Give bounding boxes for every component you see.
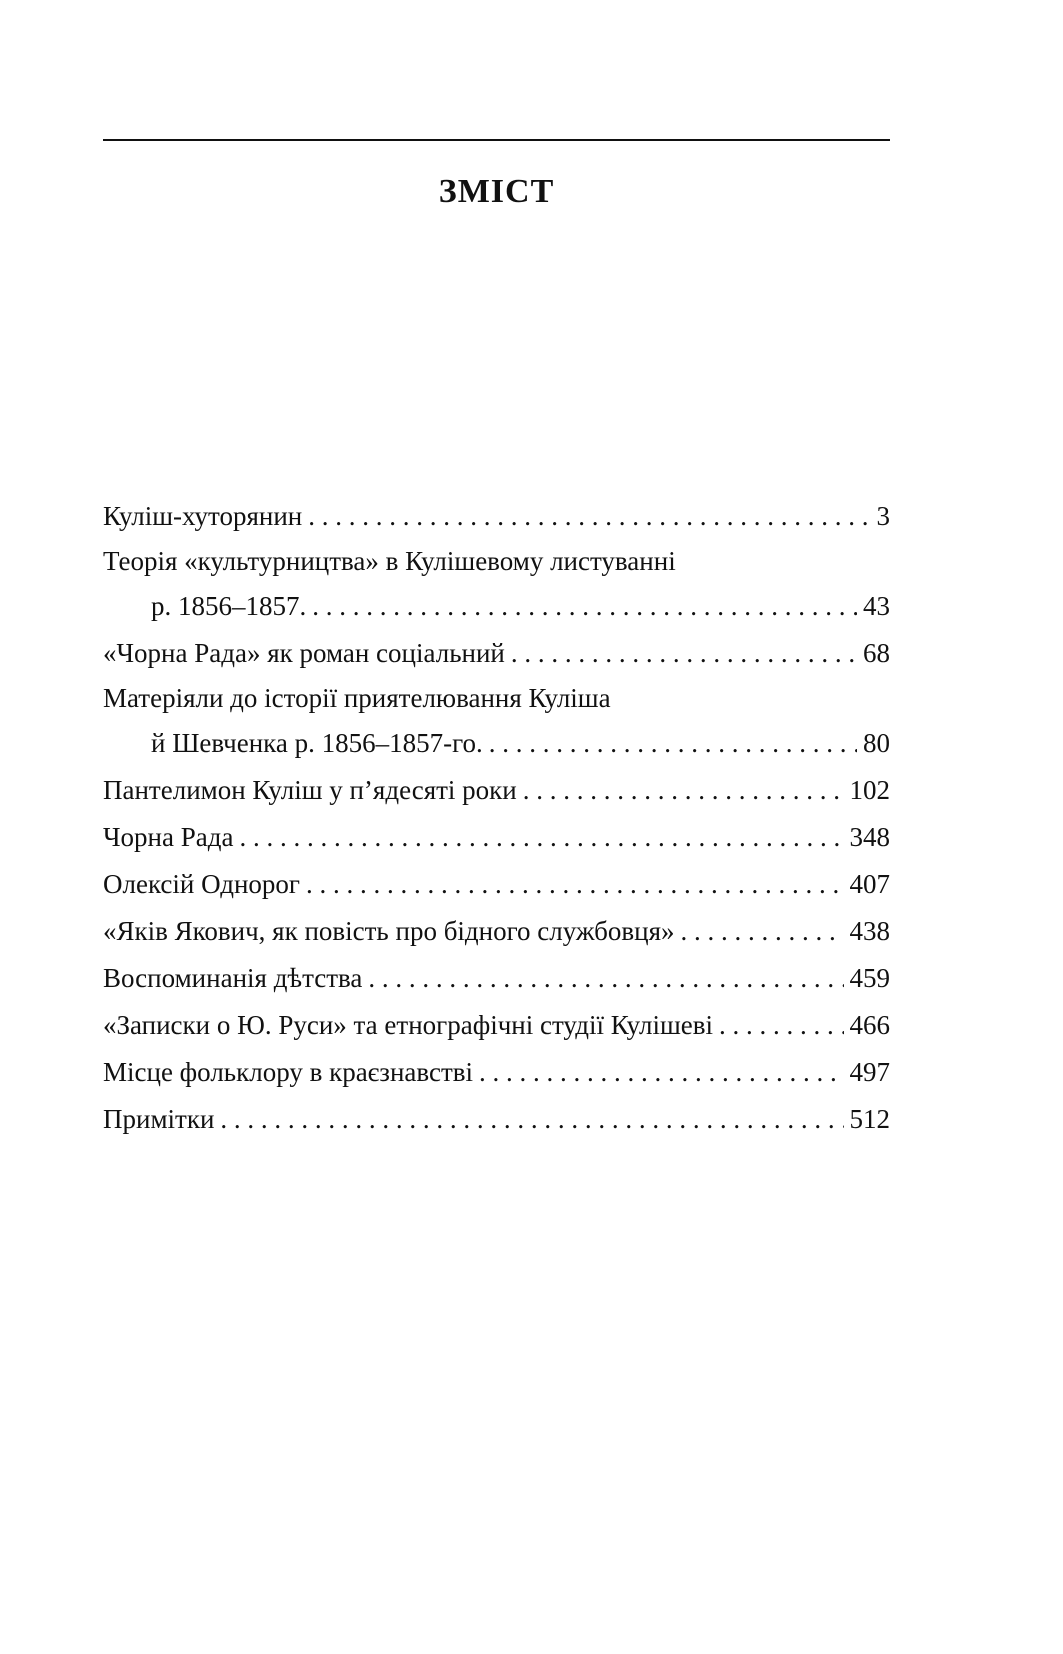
dot-leader — [308, 493, 870, 540]
dot-leader — [479, 1049, 844, 1096]
toc-entry-page: 438 — [849, 916, 890, 946]
dot-leader — [511, 630, 857, 677]
dot-leader — [719, 1002, 844, 1049]
dot-leader — [306, 861, 844, 908]
toc-entry[interactable] — [103, 1096, 890, 1143]
toc-entry[interactable] — [103, 630, 890, 677]
table-of-contents — [103, 493, 890, 1143]
toc-entry[interactable] — [103, 861, 890, 908]
toc-entry[interactable] — [103, 814, 890, 861]
toc-entry-page: 407 — [849, 869, 890, 899]
toc-entry[interactable] — [103, 955, 890, 1002]
toc-entry-title-continued: й Шевченка р. 1856–1857-го. — [151, 728, 483, 758]
dot-leader — [239, 814, 843, 861]
toc-entry-page: 512 — [849, 1104, 890, 1134]
dot-leader — [368, 955, 843, 1002]
toc-entry-title: Олексій Однорог — [103, 869, 300, 899]
toc-entry-title-continued: р. 1856–1857. — [151, 591, 307, 621]
toc-entry[interactable] — [103, 908, 890, 955]
toc-entry[interactable] — [103, 767, 890, 814]
toc-entry-page: 68 — [863, 638, 890, 668]
toc-entry[interactable] — [103, 1002, 890, 1049]
toc-entry[interactable] — [103, 540, 890, 630]
toc-entry-title: Чорна Рада — [103, 822, 234, 852]
toc-entry-title: Теорія «культурництва» в Кулішевому листуванні — [103, 546, 676, 576]
toc-entry-title: Пантелимон Куліш у п’ядесяті роки — [103, 775, 517, 805]
top-rule — [103, 139, 890, 141]
toc-entry-page: 497 — [849, 1057, 890, 1087]
toc-entry[interactable] — [103, 493, 890, 540]
toc-entry-page: 348 — [849, 822, 890, 852]
toc-entry-title: Матеріяли до історії приятелювання Куліша — [103, 683, 611, 713]
dot-leader — [523, 767, 844, 814]
toc-entry-title: «Чорна Рада» як роман соціальний — [103, 638, 505, 668]
dot-leader — [489, 720, 857, 767]
toc-entry-title: Куліш-хуторянин — [103, 501, 303, 531]
toc-entry-title: «Яків Якович, як повість про бідного службовця» — [103, 916, 675, 946]
toc-entry-page: 466 — [849, 1010, 890, 1040]
toc-entry-page: 3 — [876, 501, 890, 531]
page-title: ЗМІСТ — [438, 173, 555, 210]
toc-entry-page: 80 — [863, 728, 890, 758]
toc-entry-title: Місце фольклору в краєзнавстві — [103, 1057, 473, 1087]
toc-entry-page: 102 — [849, 775, 890, 805]
toc-entry-title: Примітки — [103, 1104, 215, 1134]
toc-entry-title: «Записки о Ю. Руси» та етнографічні студії Кулішеві — [103, 1010, 713, 1040]
dot-leader — [681, 908, 844, 955]
toc-entry-title: Воспоминанія дѣтства — [103, 963, 363, 993]
toc-entry-page: 43 — [863, 591, 890, 621]
dot-leader — [220, 1096, 843, 1143]
toc-entry[interactable] — [103, 1049, 890, 1096]
toc-entry-page: 459 — [849, 963, 890, 993]
toc-entry[interactable] — [103, 677, 890, 767]
dot-leader — [312, 583, 857, 630]
